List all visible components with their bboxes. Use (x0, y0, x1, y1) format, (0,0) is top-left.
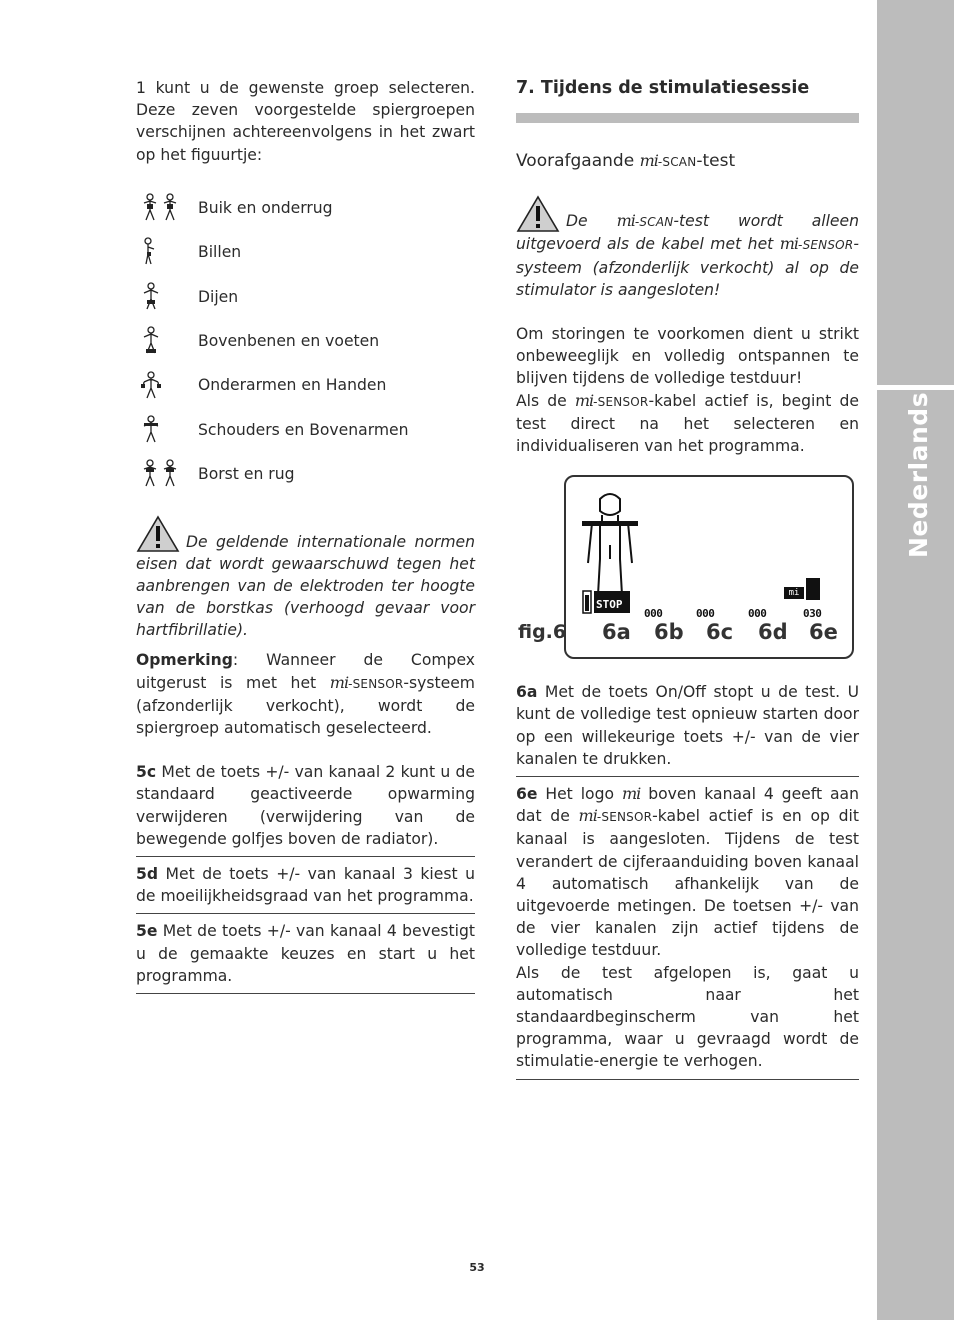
step-text: Met de toets +/- van kanaal 4 bevestigt u de gemaakte keuzes en start u het programma. (136, 922, 475, 985)
divider (136, 913, 475, 914)
mi-logo: mi (779, 234, 799, 254)
note-paragraph (136, 649, 475, 739)
sensor-word: -SENSOR (798, 238, 854, 253)
step-label: 6e (516, 785, 538, 804)
subsection-title (516, 150, 859, 173)
note-text-end: -systeem (afzonderlijk verkocht), wordt de spiergroep automatisch geselecteerd. (136, 673, 475, 737)
sensor-word: -SENSOR (348, 676, 404, 691)
group-label: Billen (198, 243, 242, 262)
warning-paragraph (136, 515, 475, 642)
tag-6a: 6a (602, 620, 631, 645)
paragraph-sensor-start (516, 390, 859, 458)
paragraph-stillness: Om storingen te voorkomen dient u strikt onbeweeglijk en volledig ontspannen te blijven tijdens de volledige testduur! (516, 325, 859, 388)
body-figure-icon (578, 489, 642, 601)
step-5d (136, 863, 475, 907)
paragraph-text: Als de (516, 391, 575, 410)
figure-label: fig.6 (518, 621, 567, 644)
two-figures-chest-icon (136, 459, 198, 489)
section-bar (516, 113, 859, 123)
step-text: boven kanaal 4 geeft aan dat de (516, 785, 859, 826)
step-text: Met de toets +/- van kanaal 3 kiest u de moeilijkheidsgraad van het programma. (136, 864, 475, 906)
note-label: Opmerking (136, 651, 233, 670)
list-item (136, 319, 475, 363)
two-figures-icon (136, 193, 198, 223)
step-5c (136, 761, 475, 850)
figure-thighs-icon (136, 282, 198, 312)
list-item (136, 275, 475, 319)
warning-icon (516, 195, 560, 233)
warning-text: De (566, 212, 617, 231)
divider (136, 856, 475, 857)
group-label: Schouders en Bovenarmen (198, 420, 409, 439)
step-label: 5d (136, 864, 159, 883)
group-label: Buik en onderrug (198, 198, 333, 217)
figure-6 (516, 475, 861, 663)
group-label: Onderarmen en Handen (198, 376, 387, 395)
mi-logo: mi (639, 151, 658, 171)
scan-word: -SCAN (657, 155, 697, 170)
step-label: 5e (136, 922, 158, 941)
step-6e (516, 783, 859, 962)
side-figure-icon (136, 237, 198, 267)
warning-text: De geldende internationale normen eisen dat wordt gewaarschuwd tegen het aanbrengen van de elektroden ter hoogte van de borstkas (verhoogd gevaar voor hartfibrillatie). (136, 532, 475, 640)
paragraph-text-end: -kabel actief is, begint de test direct na het selecteren en individualiseren van het programma. (516, 391, 859, 456)
signal-bar (806, 578, 820, 600)
warning-text-end: -systeem (afzonderlijk verkocht) al op de stimulator is aangesloten! (516, 235, 859, 299)
channel-2-readout: 000 (696, 607, 715, 621)
mi-logo: mi (574, 390, 594, 410)
muscle-group-list (136, 186, 475, 497)
tag-6e: 6e (809, 620, 838, 645)
divider (516, 1079, 859, 1080)
mi-logo: mi (616, 211, 635, 231)
sidebar-language-label: Nederlands (904, 391, 933, 558)
sidebar-tab-marker (877, 385, 954, 390)
group-label: Borst en rug (198, 465, 295, 484)
channel-4-readout: 030 (803, 607, 822, 621)
tag-6b: 6b (654, 620, 684, 645)
step-text: Met de toets On/Off stopt u de test. U kunt de volledige test opnieuw starten door op een willekeurige toets +/- van de vier kanalen te drukken. (516, 683, 859, 768)
divider (136, 993, 475, 994)
right-column (516, 77, 859, 1086)
list-item (136, 230, 475, 274)
subsection-text: Voorafgaande (516, 151, 640, 172)
step-5e (136, 920, 475, 987)
note-text: : Wanneer de Compex uitgerust is met het (136, 651, 475, 692)
group-label: Bovenbenen en voeten (198, 332, 380, 351)
section-title: 7. Tijdens de stimulatiesessie (516, 78, 810, 98)
tag-6d: 6d (758, 620, 788, 645)
figure-shoulders-icon (136, 415, 198, 445)
step-label: 5c (136, 763, 157, 782)
warning-text: -test wordt alleen uitgevoerd als de kabel met het (516, 212, 860, 254)
figure-legs-icon (136, 326, 198, 356)
tag-6c: 6c (706, 620, 734, 645)
page-number: 53 (469, 1261, 485, 1274)
step-label: 6a (516, 683, 538, 702)
subsection-text-end: -test (696, 151, 736, 172)
channel-3-readout: 000 (748, 607, 767, 621)
intro-paragraph: 1 kunt u de gewenste groep selecteren. Deze zeven voorgestelde spiergroepen verschijnen achtereenvolgens in het zwart op het figuurtje: (136, 79, 475, 164)
channel-1-readout: 000 (644, 607, 663, 621)
left-column (136, 77, 475, 1000)
sensor-word: -SENSOR (593, 394, 649, 409)
divider (516, 776, 859, 777)
language-sidebar (877, 0, 954, 1320)
step-text: Het logo (537, 785, 622, 804)
list-item (136, 408, 475, 452)
sensor-word: -SENSOR (596, 810, 653, 825)
group-label: Dijen (198, 287, 239, 306)
step-6a (516, 681, 859, 770)
list-item (136, 363, 475, 407)
step-text: Met de toets +/- van kanaal 2 kunt u de standaard geactiveerde opwarming verwijderen (verwijdering van de bewegende golfjes boven de radiator). (136, 763, 475, 848)
step-text: -kabel actief is en op dit kanaal is aangesloten. Tijdens de test verandert de cijferaanduiding boven kanaal 4 automatisch afhankelijk van de uitgevoerde metingen. De toetsen +/- van de vier kanalen zijn actief tijdens de volledige testduur. (516, 807, 859, 960)
step-6e-end: Als de test afgelopen is, gaat u automatisch naar het standaardbeginscherm van het programma, waar u gevraagd wordt de stimulatie-energie te verhogen. (516, 963, 859, 1071)
warning-icon (136, 515, 180, 553)
list-item (136, 452, 475, 496)
mi-lcd-logo: mi (784, 587, 804, 599)
mi-logo: mi (329, 672, 349, 692)
figure-forearms-icon (136, 371, 198, 401)
list-item (136, 186, 475, 230)
mi-logo: mi (578, 806, 597, 826)
mi-scan-warning (516, 195, 859, 301)
stop-label: STOP (596, 598, 623, 612)
mi-logo: mi (621, 784, 641, 804)
scan-word: -SCAN (634, 215, 674, 230)
